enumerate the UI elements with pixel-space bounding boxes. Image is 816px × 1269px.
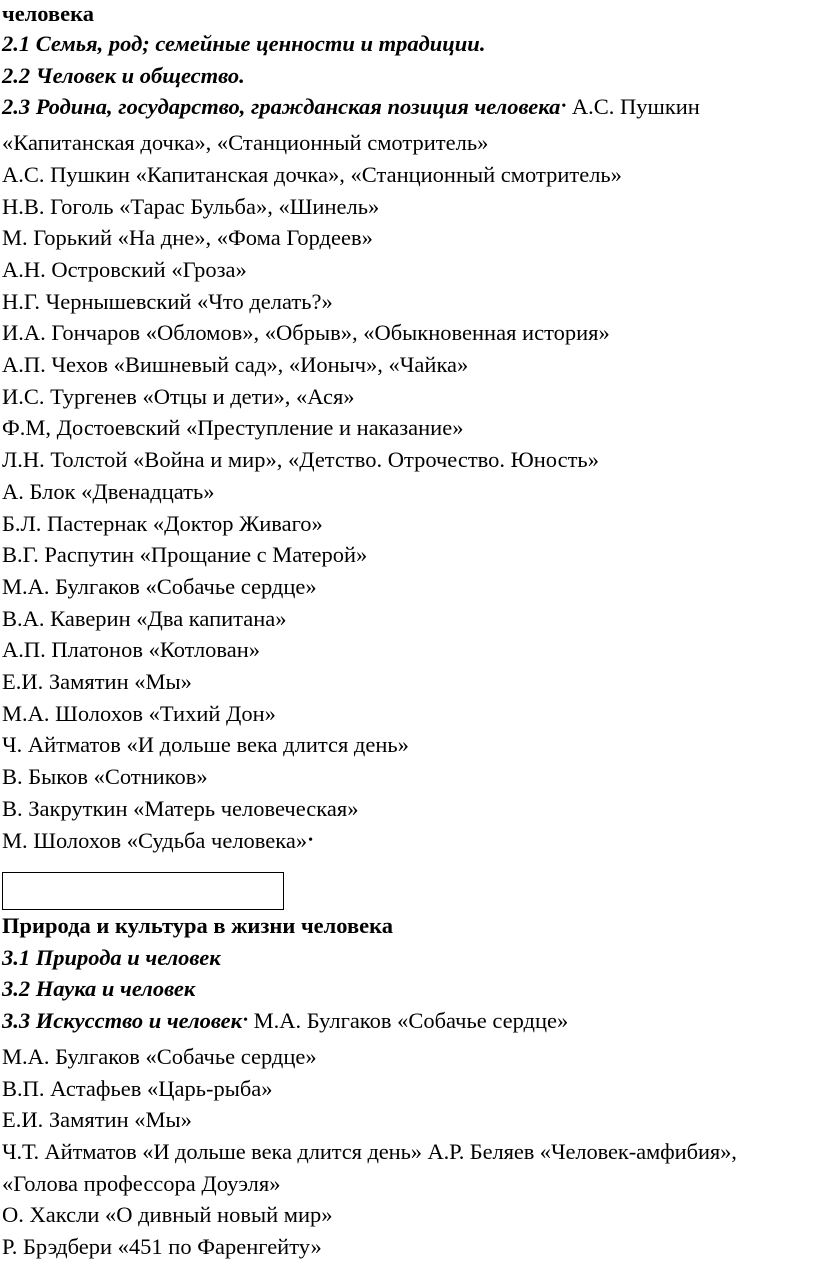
list-item: Ч.Т. Айтматов «И дольше века длится день» А.Р. Беляев «Человек-амфибия», bbox=[2, 1138, 737, 1164]
list-item: Ч. Айтматов «И дольше века длится день» bbox=[2, 732, 409, 758]
subsection-2-3-line bbox=[2, 91, 814, 127]
list-item: А.Н. Островский «Гроза» bbox=[2, 256, 247, 282]
list-item-last bbox=[2, 825, 814, 861]
subsection-3-1: 3.1 Природа и человек bbox=[2, 944, 221, 970]
section2-works-list bbox=[2, 159, 814, 860]
subsection-3-2: 3.2 Наука и человек bbox=[2, 976, 196, 1002]
document-body bbox=[2, 0, 814, 860]
list-item: Р. Брэдбери «451 по Фаренгейту» bbox=[2, 1234, 322, 1260]
list-item: В.Г. Распутин «Прощание с Матерой» bbox=[2, 542, 368, 568]
list-item-wrap: «Голова профессора Доуэля» bbox=[2, 1170, 281, 1196]
list-item: И.А. Гончаров «Обломов», «Обрыв», «Обыкновенная история» bbox=[2, 320, 610, 346]
list-item: М.А. Шолохов «Тихий Дон» bbox=[2, 700, 276, 726]
subsection-3-3-inline: М.А. Булгаков «Собачье сердце» bbox=[247, 1008, 569, 1034]
bullet-icon: • bbox=[243, 1013, 248, 1029]
list-item: А.С. Пушкин «Капитанская дочка», «Станционный смотритель» bbox=[2, 161, 622, 187]
bullet-icon: • bbox=[561, 99, 567, 115]
list-item: Н.Г. Чернышевский «Что делать?» bbox=[2, 288, 333, 314]
list-item: А.П. Платонов «Котлован» bbox=[2, 637, 261, 663]
section3-heading: Природа и культура в жизни человека bbox=[2, 913, 393, 938]
list-item: В.А. Каверин «Два капитана» bbox=[2, 605, 287, 631]
list-item: А.П. Чехов «Вишневый сад», «Ионыч», «Чайка» bbox=[2, 352, 469, 378]
subsection-2-2: 2.2 Человек и общество. bbox=[2, 62, 245, 88]
list-item: О. Хаксли «О дивный новый мир» bbox=[2, 1202, 333, 1228]
list-item: Ф.М, Достоевский «Преступление и наказание» bbox=[2, 415, 464, 441]
list-item: Е.И. Замятин «Мы» bbox=[2, 669, 192, 695]
subsection-3-3-line bbox=[2, 1005, 814, 1041]
list-item: Е.И. Замятин «Мы» bbox=[2, 1107, 192, 1133]
subsection-2-3: 2.3 Родина, государство, гражданская позиция человека bbox=[2, 94, 561, 120]
subsection-2-3-wrap: «Капитанская дочка», «Станционный смотритель» bbox=[2, 130, 489, 156]
list-item: Л.Н. Толстой «Война и мир», «Детство. Отрочество. Юность» bbox=[2, 447, 599, 473]
subsection-2-3-inline: А.С. Пушкин bbox=[566, 94, 700, 120]
list-item: Н.В. Гоголь «Тарас Бульба», «Шинель» bbox=[2, 193, 380, 219]
list-item: М.А. Булгаков «Собачье сердце» bbox=[2, 1043, 317, 1069]
list-item: В. Закруткин «Матерь человеческая» bbox=[2, 795, 359, 821]
subsection-3-3: 3.3 Искусство и человек bbox=[2, 1008, 243, 1034]
list-item: И.С. Тургенев «Отцы и дети», «Ася» bbox=[2, 383, 355, 409]
section3 bbox=[2, 910, 814, 1263]
list-item-text: М. Шолохов «Судьба человека» bbox=[2, 827, 308, 853]
section2-heading-tail: человека bbox=[2, 1, 94, 26]
list-item: А. Блок «Двенадцать» bbox=[2, 478, 215, 504]
list-item: М. Горький «На дне», «Фома Гордеев» bbox=[2, 225, 373, 251]
empty-frame bbox=[2, 872, 284, 910]
subsection-2-1: 2.1 Семья, род; семейные ценности и традиции. bbox=[2, 31, 486, 56]
list-item: В.П. Астафьев «Царь-рыба» bbox=[2, 1075, 273, 1101]
list-item: М.А. Булгаков «Собачье сердце» bbox=[2, 573, 317, 599]
list-item: Б.Л. Пастернак «Доктор Живаго» bbox=[2, 510, 323, 536]
list-item: В. Быков «Сотников» bbox=[2, 764, 208, 790]
bullet-icon: • bbox=[308, 832, 314, 848]
